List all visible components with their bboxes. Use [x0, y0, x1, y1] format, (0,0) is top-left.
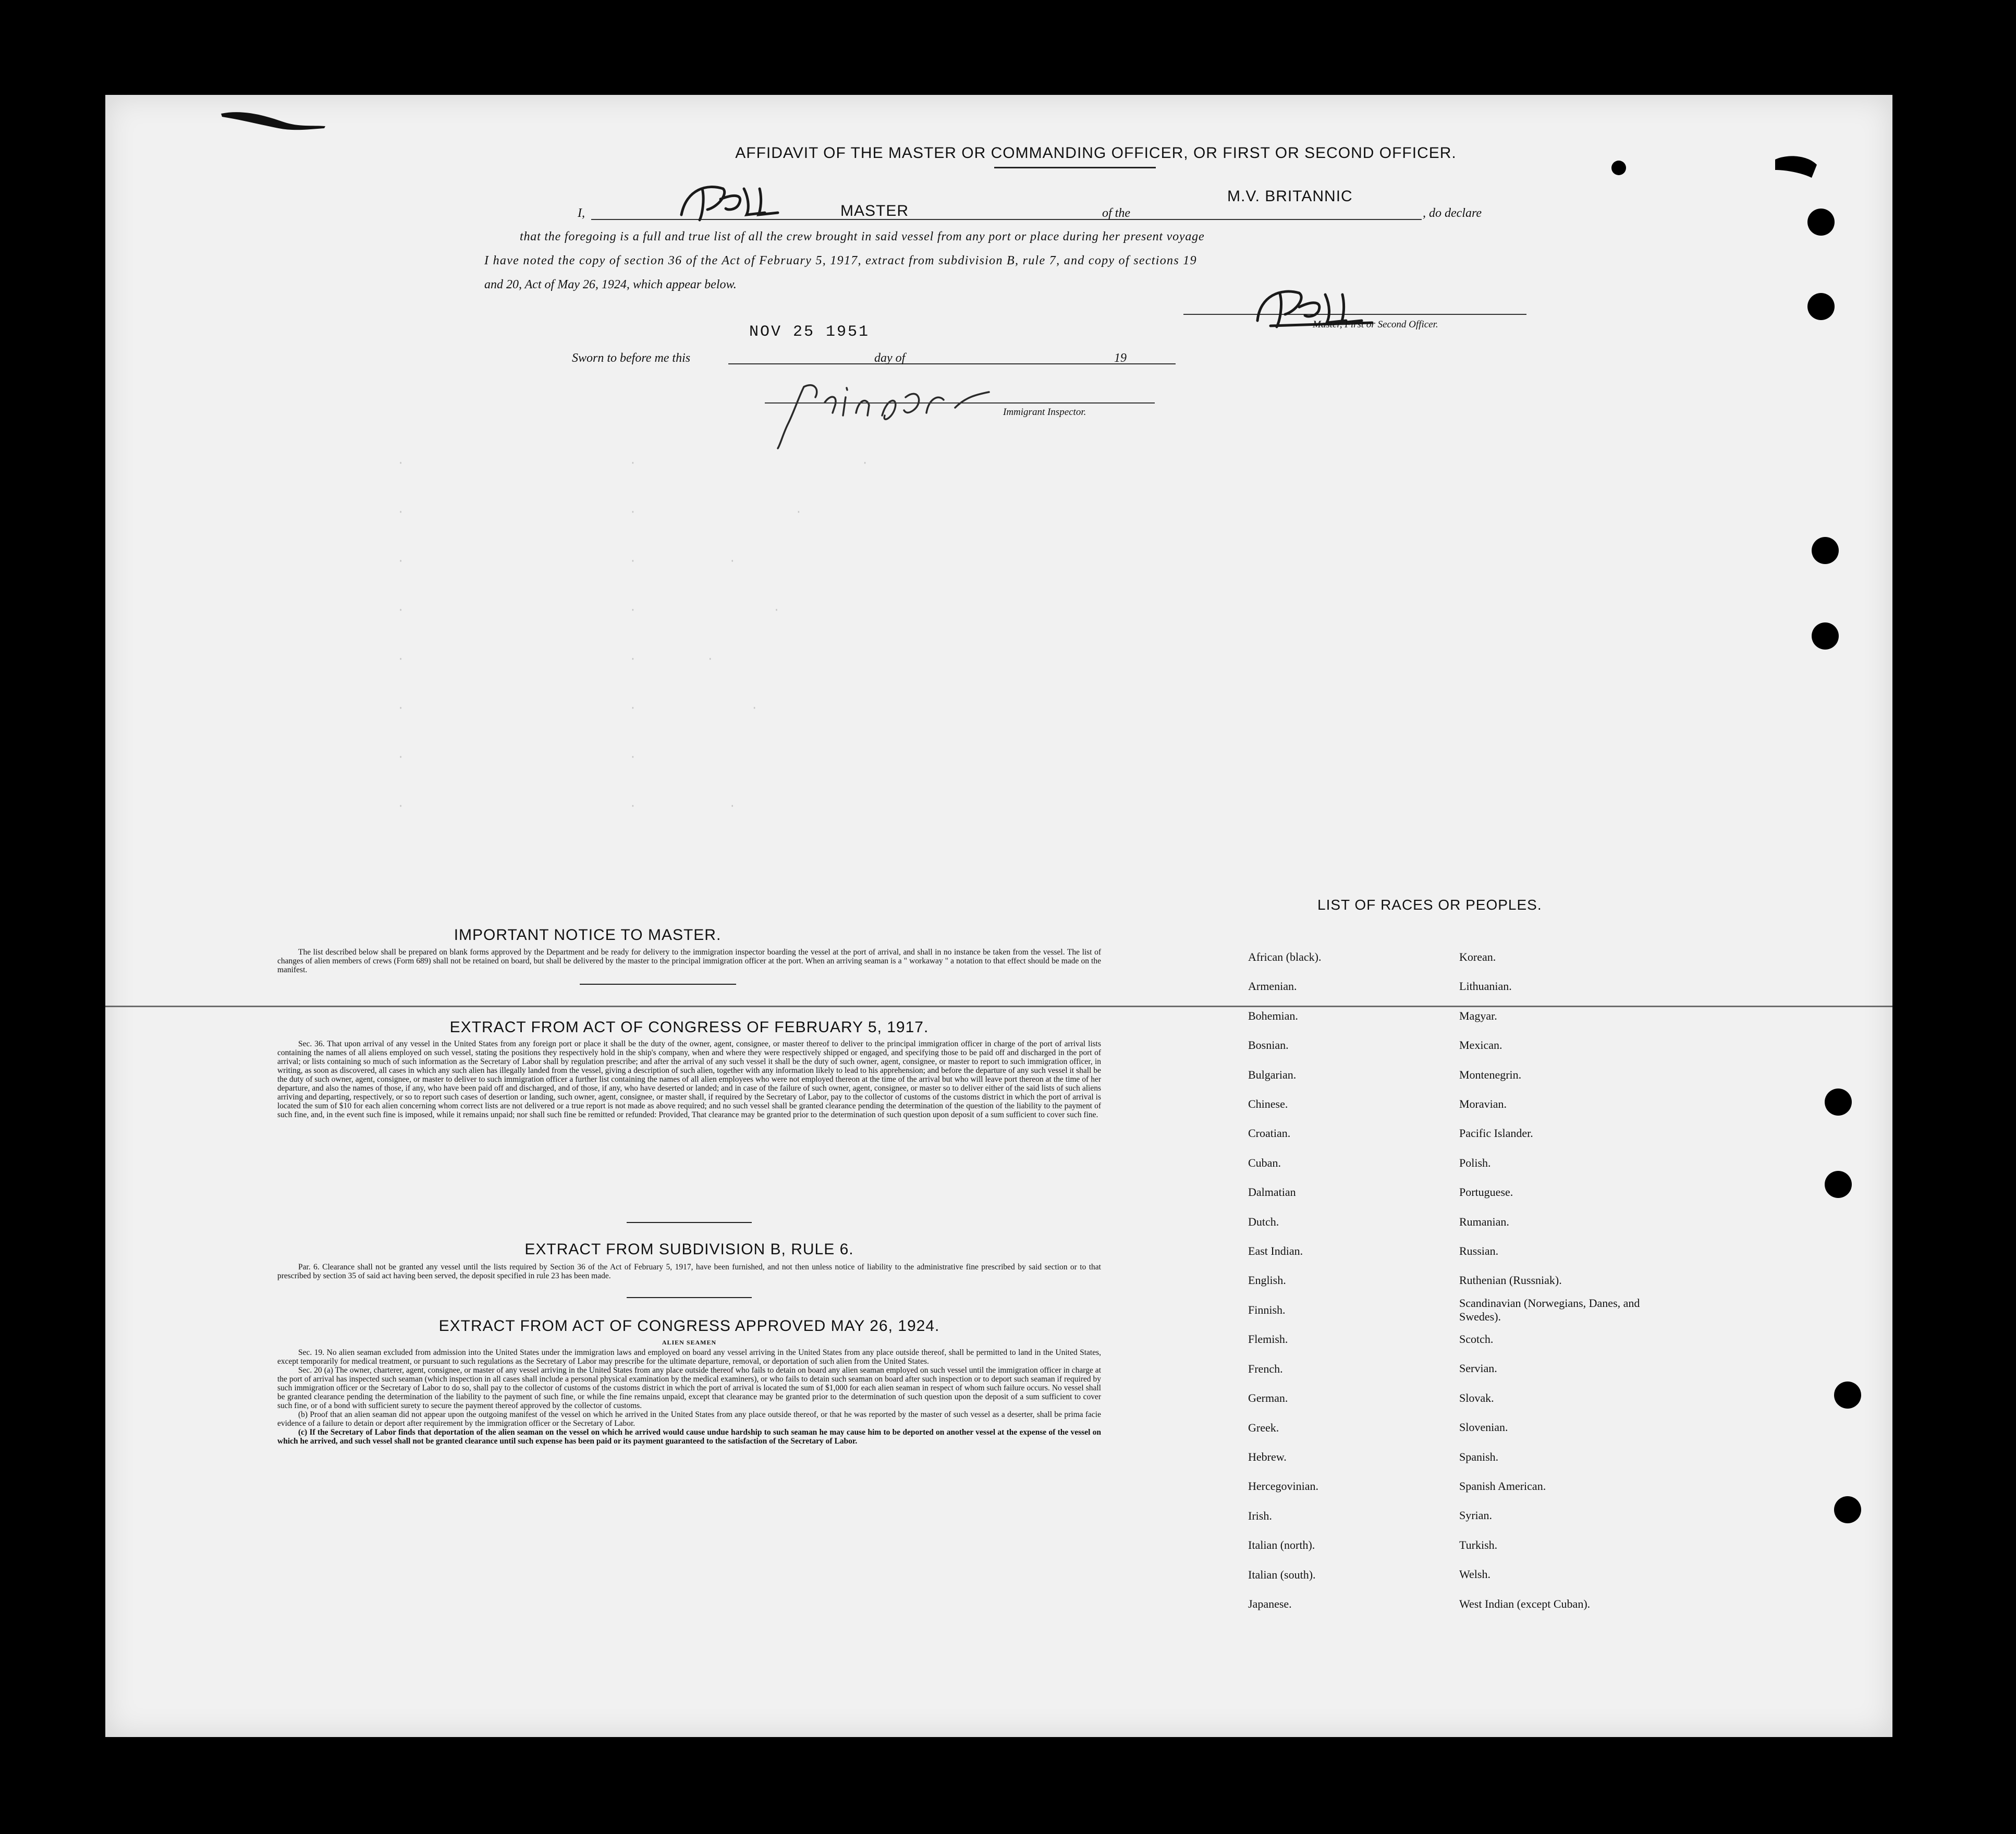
inspector-caption: Immigrant Inspector. — [1003, 407, 1086, 418]
sec-19-text: Sec. 19. No alien seaman excluded from admission into the United States under the immigration laws and employed on board any vessel arriving in the United States from any place outside thereof, shall be permitted to land in the United States, except temporarily for medical treatment, or pursuant to such regulations as the Secretary of Labor may prescribe for the ultimate departure, removal, or deportation of such alien from the United States. — [277, 1348, 1101, 1366]
binder-hole — [1834, 1496, 1861, 1523]
race-item: Bulgarian. — [1248, 1068, 1297, 1081]
race-item: Finnish. — [1248, 1303, 1286, 1316]
officer-caption: Master, First or Second Officer. — [1313, 319, 1438, 330]
inspector-signature-line — [765, 402, 1155, 404]
sec-20b-text: (b) Proof that an alien seaman did not appear upon the outgoing manifest of the vessel on which he arrived in the United States from any place outside thereof, or that he was reported by the master of such vessel as a deserter, shall be prima facie evidence of a failure to detain or deport after requirement by the immigration officer or the Secretary of Labor. — [277, 1410, 1101, 1428]
race-item: Lithuanian. — [1459, 980, 1512, 993]
race-item: Russian. — [1459, 1244, 1499, 1258]
notice-divider — [580, 984, 736, 985]
rule6-title: EXTRACT FROM SUBDIVISION B, RULE 6. — [524, 1241, 854, 1258]
declaration-line-3: I have noted the copy of section 36 of the Act of February 5, 1917, extract from subdivision B, rule 7, and copy of sections 19 — [484, 254, 1197, 267]
binder-hole — [1812, 622, 1839, 650]
race-item: Bosnian. — [1248, 1038, 1289, 1052]
race-item: Mexican. — [1459, 1038, 1502, 1052]
race-item: Korean. — [1459, 950, 1496, 963]
race-item: Hercegovinian. — [1248, 1480, 1318, 1493]
binder-hole — [1834, 1381, 1861, 1409]
of-the-label: of the — [1102, 206, 1130, 220]
day-of-label: day of — [874, 351, 906, 365]
race-item: Italian (north). — [1248, 1538, 1315, 1552]
race-item: Portuguese. — [1459, 1185, 1513, 1199]
affidavit-page — [105, 95, 1892, 1737]
races-title: LIST OF RACES OR PEOPLES. — [1317, 897, 1542, 913]
inspector-signature — [726, 366, 1049, 449]
race-item: Armenian. — [1248, 980, 1297, 993]
race-item: Italian (south). — [1248, 1568, 1316, 1581]
binder-hole — [1807, 293, 1835, 320]
race-item: Flemish. — [1248, 1332, 1288, 1346]
race-item: Moravian. — [1459, 1097, 1507, 1111]
month-blank — [911, 363, 1176, 364]
punch-mark — [1606, 157, 1632, 178]
races-column-2 — [1459, 943, 1678, 1619]
race-item: Irish. — [1248, 1509, 1272, 1522]
binder-hole — [1807, 209, 1835, 236]
race-item: Dalmatian — [1248, 1185, 1296, 1199]
binder-hole — [1825, 1089, 1852, 1116]
rule6-text: Par. 6. Clearance shall not be granted any vessel until the lists required by Section 36 of the Act of February 5, 1917, have been furnished, and not then unless notice of liability to the administrative fine prescribed by said section or to that prescribed by section 35 of said act having been served, the deposit specified in rule 23 has been made. — [277, 1263, 1101, 1280]
rule6-divider — [627, 1297, 752, 1298]
race-item: Scotch. — [1459, 1332, 1494, 1346]
year-prefix: 19 — [1114, 351, 1127, 365]
vessel-blank — [1156, 219, 1422, 220]
extract-1917-title: EXTRACT FROM ACT OF CONGRESS OF FEBRUARY 5, 1917. — [449, 1019, 929, 1036]
vessel-name: M.V. BRITANNIC — [1227, 188, 1353, 205]
binder-hole — [1812, 537, 1839, 564]
sworn-prefix: Sworn to before me this — [572, 351, 691, 365]
race-item: Welsh. — [1459, 1568, 1490, 1581]
extract-1917-divider — [627, 1222, 752, 1223]
ink-smudge — [221, 104, 325, 136]
extract-1924-body — [277, 1348, 1101, 1446]
alien-seamen-subtitle: ALIEN SEAMEN — [662, 1339, 717, 1346]
sec-20c-text: (c) If the Secretary of Labor finds that deportation of the alien seaman on the vessel on which he arrived would cause undue hardship to such seaman he may cause him to be deported on another vessel at the expense of the vessel on which he arrived, and such vessel shall not be granted clearance until such expense has been paid or its payment guaranteed to the satisfaction of the Secretary of Labor. — [277, 1428, 1101, 1446]
race-item: Greek. — [1248, 1421, 1279, 1434]
race-item: Bohemian. — [1248, 1009, 1298, 1022]
races-column-1 — [1248, 943, 1436, 1619]
master-signature — [671, 178, 796, 225]
race-item: Chinese. — [1248, 1097, 1288, 1111]
race-item: Hebrew. — [1248, 1450, 1287, 1463]
race-item: French. — [1248, 1362, 1283, 1375]
race-item: Spanish American. — [1459, 1479, 1546, 1493]
declaration-line-2: that the foregoing is a full and true list of all the crew brought in said vessel from any port or place during her present voyage — [520, 230, 1205, 243]
race-item: Dutch. — [1248, 1215, 1279, 1228]
race-item: Ruthenian (Russniak). — [1459, 1274, 1562, 1287]
rank-master: MASTER — [840, 202, 909, 219]
sworn-date-stamp: NOV 25 1951 — [749, 323, 870, 341]
race-item: Slovenian. — [1459, 1421, 1508, 1434]
sec-20a-text: Sec. 20 (a) The owner, charterer, agent, consignee, or master of any vessel arriving in the United States from any place outside thereof who fails to detain on board any alien seaman employed on such vessel until the immigration officer in charge at the port of arrival has inspected such seaman (which inspection in all cases shall include a personal physical examination by the medical examiners), or who fails to detain such seaman on board after such inspection or to deport such seaman if required by such immigration officer or the Secretary of Labor to do so, shall pay to the collector of customs of the customs district in which the port of arrival is located the sum of $1,000 for each alien seaman in respect of whom such failure occurs. No vessel shall be granted clearance pending the determination of the liability to the payment of such fine, or while the fine remains unpaid, except that clearance may be granted prior to the determination of such question upon the deposit of a sum sufficient to cover such fine, or of a bond with sufficient surety to secure the payment thereof approved by the collector of customs. — [277, 1366, 1101, 1410]
race-item: Syrian. — [1459, 1509, 1492, 1522]
race-item: Montenegrin. — [1459, 1068, 1522, 1081]
race-item: Slovak. — [1459, 1391, 1494, 1404]
affidavit-title: AFFIDAVIT OF THE MASTER OR COMMANDING OFFICER, OR FIRST OR SECOND OFFICER. — [735, 144, 1457, 162]
race-item: English. — [1248, 1274, 1286, 1287]
do-declare-label: , do declare — [1423, 206, 1482, 220]
extract-1917-text: Sec. 36. That upon arrival of any vessel in the United States from any foreign port or place it shall be the duty of the owner, agent, consignee, or master thereof to deliver to the principal immigration officer in charge of the port of arrival lists containing the names of all aliens employed on such vessel, stating the positions they respectively hold in the ship's company, when and where they were respectively shipped or engaged, and specifying those to be paid off and discharged in the port of arrival; or lists containing so much of such information as the Secretary of Labor shall by regulation prescribe; and after the arrival of any such vessel it shall be the duty of such owner, agent, consignee, or master to report to such immigration officer, in writing, as soon as discovered, all cases in which any such alien has illegally landed from the vessel, giving a description of such alien, together with any information likely to lead to his apprehension; and before the departure of any such vessel it shall be the duty of such owner, agent, consignee, or master to deliver to such immigration officer a further list containing the names of all alien employees who were not employed thereon at the time of the arrival but who will leave port thereon at the time of her departure, and also the names of those, if any, who have been paid off and discharged, and of those, if any, who have deserted or landed; and in case of the failure of such owner, agent, consignee, or master so to deliver either of the said lists of such aliens arriving and departing, respectively, or so to report such cases of desertion or landing, such owner, agent, consignee, or master shall, if required by the Secretary of Labor, pay to the collector of customs of the customs district in which the port of arrival is located the sum of $10 for each alien concerning whom correct lists are not delivered or a true report is not made as above required; and no such vessel shall be granted clearance pending the determination of the question of the liability to the payment of such fine, and, in the event such fine is imposed, while it remains unpaid; nor shall such fine be remitted or refunded: Provided, That clearance may be granted prior to the determination of such question upon deposit of a sum sufficient to cover such fine. — [277, 1040, 1101, 1119]
race-item: West Indian (except Cuban). — [1459, 1597, 1591, 1610]
bleed-through-text: · · · · · · · · · · · · · · · · · · · · · · · — [397, 457, 873, 813]
punch-mark — [1775, 154, 1817, 180]
title-underline — [994, 167, 1156, 168]
race-item: Pacific Islander. — [1459, 1127, 1533, 1140]
affidavit-pronoun: I, — [578, 206, 585, 220]
race-item: German. — [1248, 1391, 1288, 1405]
race-item: Turkish. — [1459, 1538, 1498, 1551]
race-item: African (black). — [1248, 950, 1322, 963]
race-item: Servian. — [1459, 1362, 1497, 1375]
notice-title: IMPORTANT NOTICE TO MASTER. — [454, 926, 722, 944]
race-item: Japanese. — [1248, 1597, 1292, 1610]
race-item: Polish. — [1459, 1156, 1491, 1169]
race-item: Spanish. — [1459, 1450, 1499, 1463]
race-item: Scandinavian (Norwegians, Danes, and Swedes). — [1459, 1296, 1640, 1323]
race-item: Magyar. — [1459, 1009, 1497, 1022]
notice-text: The list described below shall be prepared on blank forms approved by the Department and be ready for delivery to the immigration inspector boarding the vessel at the port of arrival, and shall in no instance be taken from the vessel. The list of changes of alien members of crews (Form 689) shall not be retained on board, but shall be delivered by the master to the principal immigration officer at the port. When an arriving seaman is a " workaway " a notation to that effect should be made on the manifest. — [277, 948, 1101, 974]
race-item: Croatian. — [1248, 1127, 1291, 1140]
declaration-line-4: and 20, Act of May 26, 1924, which appear below. — [484, 278, 737, 291]
binder-hole — [1825, 1171, 1852, 1198]
race-item: Cuban. — [1248, 1156, 1281, 1169]
race-item: East Indian. — [1248, 1244, 1303, 1258]
race-item: Rumanian. — [1459, 1215, 1509, 1228]
extract-1924-title: EXTRACT FROM ACT OF CONGRESS APPROVED MAY 26, 1924. — [438, 1317, 940, 1335]
